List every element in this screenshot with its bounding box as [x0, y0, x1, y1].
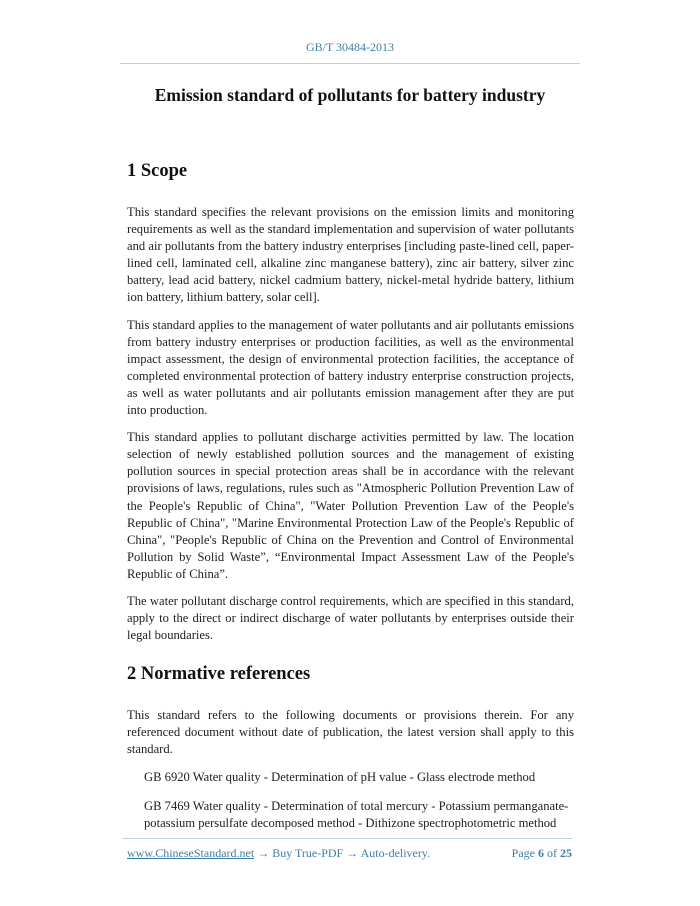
- footer-promo: [127, 846, 430, 861]
- footer-divider: [122, 838, 572, 839]
- paragraph: This standard applies to pollutant discharge activities permitted by law. The location selection of newly established pollution sources and the management of existing pollution sources in special protection areas shall be in accordance with the relevant provisions of laws, regulations, rules such as "Atmospheric Pollution Prevention Law of the People's Republic of China", "Water Pollution Prevention Law of the People's Republic of China", "Marine Environmental Protection Law of the People's Republic of China", "People's Republic of China on the Prevention and Control of Environmental Pollution by Solid Waste”, “Environmental Impact Assessment Law of the People's Republic of China”.: [127, 430, 574, 581]
- promo-text: → Buy True-PDF → Auto-delivery.: [254, 846, 431, 860]
- page-footer: [127, 846, 572, 861]
- document-title: Emission standard of pollutants for battery industry: [154, 85, 546, 105]
- chinesestandard-link[interactable]: www.ChineseStandard.net: [127, 846, 255, 860]
- page-label: Page: [511, 846, 535, 860]
- page-of: of: [547, 846, 557, 860]
- paragraph: This standard specifies the relevant provisions on the emission limits and monitoring requirements as well as the standard implementation and supervision of water pollutants and air pollutants from the battery industry enterprises [including paste-lined cell, paper-lined cell, laminated cell, alkaline zinc manganese battery), zinc air battery, silver zinc battery, lead acid battery, nickel cadmium battery, nickel-metal hydride battery, lithium ion battery, lithium battery, solar cell].: [127, 205, 574, 305]
- page-indicator: [512, 846, 572, 861]
- standard-code: GB/T 30484-2013: [305, 40, 395, 54]
- section-heading: 1 Scope: [127, 161, 188, 181]
- section-normative-references: [127, 661, 574, 832]
- reference-item: GB 7469 Water quality - Determination of total mercury - Potassium permanganate-potassium persulfate decomposed method - Dithizone spectrophotometric method: [144, 798, 569, 830]
- section-scope: [127, 158, 574, 644]
- paragraph: This standard applies to the management of water pollutants and air pollutants emissions from battery industry enterprises or production facilities, as well as the environmental impact assessment, the design of environmental protection facilities, the acceptance of completed environmental protection of battery industry enterprise construction projects, as well as water pollutants and air pollutants emission management after they are put into production.: [127, 317, 574, 418]
- page-current: 6: [538, 846, 544, 860]
- page-total: 25: [560, 846, 572, 860]
- paragraph: This standard refers to the following documents or provisions therein. For any referenced document without date of publication, the latest version shall apply to this standard.: [127, 708, 574, 757]
- paragraph: The water pollutant discharge control requirements, which are specified in this standard, apply to the direct or indirect discharge of water pollutants by enterprises outside their legal boundaries.: [127, 593, 574, 643]
- reference-item: GB 6920 Water quality - Determination of pH value - Glass electrode method: [144, 769, 536, 784]
- document-body: [127, 158, 574, 844]
- header-divider: [120, 63, 580, 64]
- page-header: [120, 40, 580, 55]
- section-heading: 2 Normative references: [127, 664, 311, 685]
